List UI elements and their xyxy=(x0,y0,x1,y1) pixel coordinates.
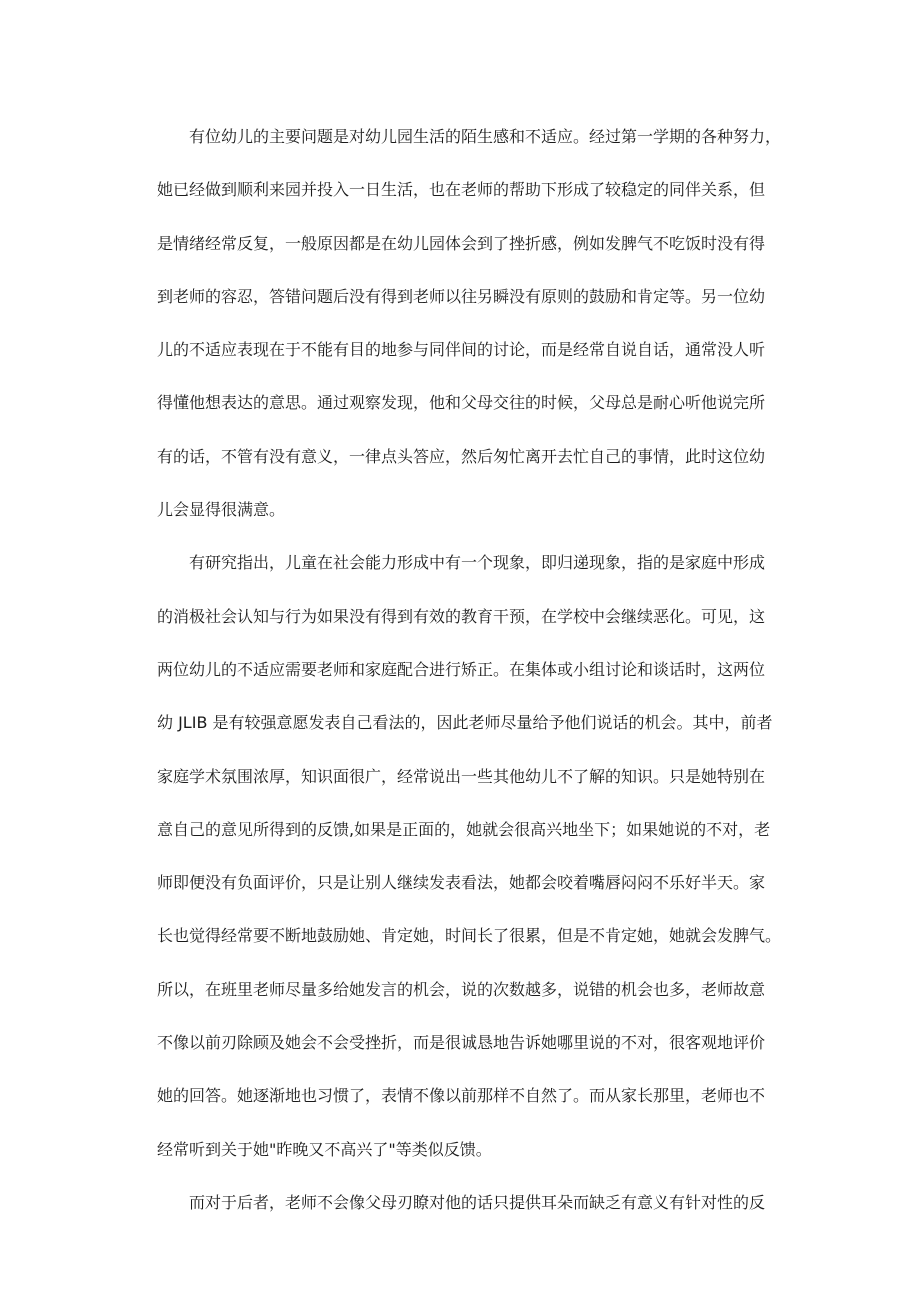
text-line: 家庭学术氛围浓厚，知识面很广，经常说出一些其他幼儿不了解的知识。只是她特别在 xyxy=(157,766,766,786)
text-line: 儿会显得很满意。 xyxy=(157,500,286,520)
text-line: 她已经做到顺利来园并投入一日生活，也在老师的帮助下形成了较稳定的同伴关系，但 xyxy=(157,180,766,200)
text-line: 的消极社会认知与行为如果没有得到有效的教育干预，在学校中会继续恶化。可见，这 xyxy=(157,606,766,626)
text-line: 到老师的容忍，答错问题后没有得到老师以往另瞬没有原则的鼓励和肯定等。另一位幼 xyxy=(157,286,766,306)
paragraph-2 xyxy=(157,536,782,1176)
document-body xyxy=(157,110,782,1229)
text-line: 不像以前刃除顾及她会不会受挫折，而是很诚恳地告诉她哪里说的不对，很客观地评价 xyxy=(157,1033,766,1053)
text-line: 师即便没有负面评价，只是让别人继续发表看法，她都会咬着嘴唇闷闷不乐好半天。家 xyxy=(157,873,766,893)
paragraph-1 xyxy=(157,110,782,536)
text-line: 她的回答。她逐渐地也习惯了，表情不像以前那样不自然了。而从家长那里，老师也不 xyxy=(157,1086,766,1106)
text-line: 有位幼儿的主要问题是对幼儿园生活的陌生感和不适应。经过第一学期的各种努力， xyxy=(189,127,782,146)
text-line: 经常听到关于她"昨晚又不高兴了"等类似反馈。 xyxy=(157,1139,492,1159)
text-line: 两位幼儿的不适应需要老师和家庭配合进行矫正。在集体或小组讨论和谈话时，这两位 xyxy=(157,659,766,679)
text-line: 意自己的意见所得到的反馈,如果是正面的，她就会很高兴地坐下；如果她说的不对，老 xyxy=(157,819,771,839)
text-line: 而对于后者，老师不会像父母刃瞭对他的话只提供耳朵而缺乏有意义有针对性的反 xyxy=(189,1192,766,1212)
text-line: 儿的不适应表现在于不能有目的地参与同伴间的讨论，而是经常自说自话，通常没人听 xyxy=(157,340,766,360)
text-line: 有研究指出，儿童在社会能力形成中有一个现象，即归递现象，指的是家庭中形成 xyxy=(189,553,766,573)
text-line: 是情绪经常反复，一般原因都是在幼儿园体会到了挫折感，例如发脾气不吃饭时没有得 xyxy=(157,233,766,253)
paragraph-3 xyxy=(157,1176,766,1229)
text-line: 得懂他想表达的意思。通过观察发现，他和父母交往的时候，父母总是耐心听他说完所 xyxy=(157,393,766,413)
text-line: 幼 JLIB 是有较强意愿发表自己看法的，因此老师尽量给予他们说话的机会。其中，前者 xyxy=(157,713,773,733)
text-line: 所以，在班里老师尽量多给她发言的机会，说的次数越多，说错的机会也多，老师故意 xyxy=(157,979,766,999)
text-line: 有的话，不管有没有意义，一律点头答应，然后匆忙离开去忙自己的事情，此时这位幼 xyxy=(157,446,766,466)
text-line: 长也觉得经常要不断地鼓励她、肯定她，时间长了很累，但是不肯定她，她就会发脾气。 xyxy=(157,926,782,946)
